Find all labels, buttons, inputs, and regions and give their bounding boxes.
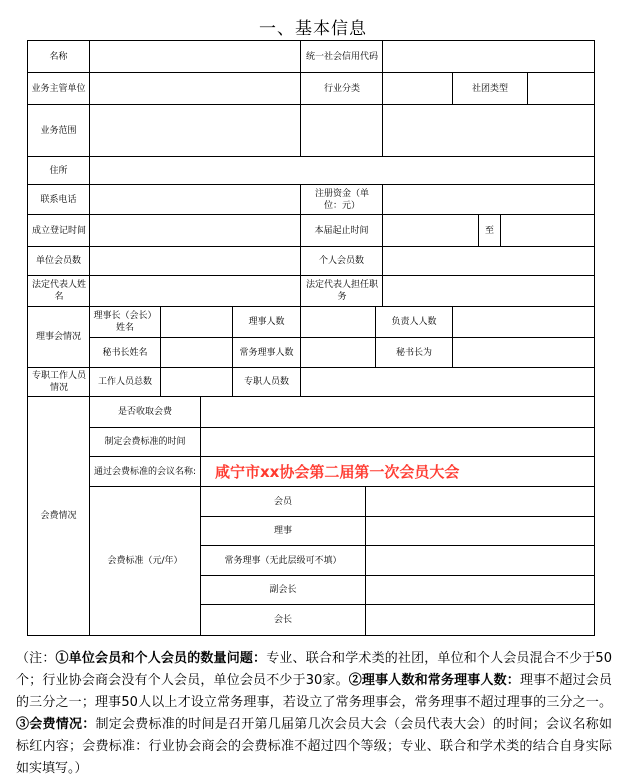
label-fees: 会费情况 <box>40 511 77 521</box>
label-supervisor: 业务主管单位 <box>31 83 86 94</box>
label-fee-standing: 常务理事（无此层级可不填） <box>224 555 342 566</box>
label-collect-fee: 是否收取会费 <box>117 407 172 417</box>
label-name: 名称 <box>49 51 68 62</box>
col-line <box>300 40 301 156</box>
col-line <box>365 486 366 636</box>
note-heading-2: ②理事人数和常务理事人数： <box>348 673 520 688</box>
fee-meeting-value: 咸宁市xx协会第二届第一次会员大会 <box>215 463 460 481</box>
label-fee-president: 会长 <box>273 615 292 625</box>
row-line <box>89 337 595 338</box>
label-secretary: 秘书长姓名 <box>102 347 148 358</box>
label-to: 至 <box>484 225 494 236</box>
col-line <box>527 72 528 104</box>
label-legal-rep-position: 法定代表人担任职务 <box>305 280 378 302</box>
label-staff-total: 工作人员总数 <box>97 377 152 387</box>
label-legal-rep: 法定代表人姓名 <box>31 280 86 302</box>
label-term: 本届起止时间 <box>314 225 369 236</box>
label-president: 理事长（会长）姓名 <box>93 311 157 333</box>
col-line <box>382 40 383 156</box>
label-unit-members: 单位会员数 <box>35 256 81 266</box>
note-text-3: 制定会费标准的时间是召开第几届第几次会员大会（会员代表大会）的时间；会议名称如标红内容；会费标准：行业协会商会的会费标准不超过四个等级；专业、联合和学术类的结合自身实际如实填写。） <box>16 717 612 776</box>
label-credit-code: 统一社会信用代码 <box>305 51 378 62</box>
col-line <box>300 306 301 396</box>
page-title: 一、基本信息 <box>259 19 367 39</box>
row-line <box>27 104 595 105</box>
label-staff: 专职工作人员情况 <box>31 371 86 393</box>
row-line <box>27 156 595 157</box>
table-border-bottom <box>27 635 595 636</box>
label-fee-director: 理事 <box>273 526 292 536</box>
label-fee-meeting: 通过会费标准的会议名称: <box>93 466 197 477</box>
label-directors-count: 理事人数 <box>248 317 285 327</box>
label-fee-member: 会员 <box>273 496 292 507</box>
label-individual-members: 个人会员数 <box>318 256 364 266</box>
col-line <box>500 214 501 246</box>
label-founded: 成立登记时间 <box>31 225 86 236</box>
col-line <box>382 184 383 306</box>
label-responsible-person: 负责人人数 <box>391 317 437 327</box>
label-capital: 注册资金（单位：元） <box>314 188 369 211</box>
label-secretary-is: 秘书长为 <box>395 347 432 358</box>
label-fee-standard: 会费标准（元/年） <box>107 556 183 566</box>
label-address: 住所 <box>49 165 68 176</box>
label-fee-vice-president: 副会长 <box>269 585 297 595</box>
label-standing-directors: 常务理事人数 <box>239 347 294 358</box>
label-council: 理事会情况 <box>35 332 81 342</box>
note-text-2: 理事不超过会员的三分之一；理事50人以上才设立常务理事，若设立了常务理事会，常务理事不超过理事的三分之一。 <box>16 673 612 710</box>
col-line <box>452 306 453 367</box>
note-text-1: 专业、联合和学术类的社团，单位和个人会员混合不少于50个；行业协会商会没有个人会员，单位会员不少于30家。 <box>16 651 612 688</box>
note-heading-1: ①单位会员和个人会员的数量问题： <box>55 651 267 666</box>
table-border-right <box>594 40 595 636</box>
footnote <box>16 648 612 780</box>
label-fee-time: 制定会费标准的时间 <box>104 437 186 447</box>
label-phone: 联系电话 <box>40 194 77 205</box>
label-industry: 行业分类 <box>323 83 360 94</box>
note-open: （注： <box>16 651 56 666</box>
note-heading-3: ③会费情况： <box>16 717 96 732</box>
info-table <box>27 40 595 636</box>
label-scope: 业务范围 <box>40 125 77 136</box>
label-fulltime: 专职人员数 <box>243 377 289 387</box>
col-line <box>160 306 161 396</box>
label-org-type: 社团类型 <box>471 83 508 94</box>
